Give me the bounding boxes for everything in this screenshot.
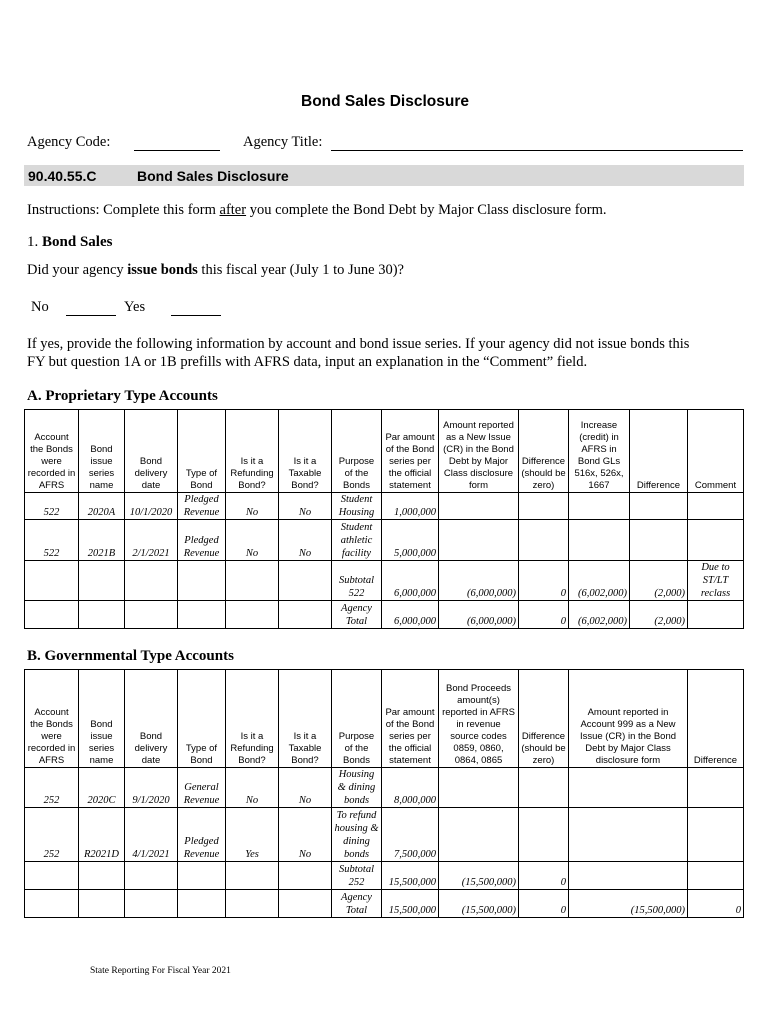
explanation bbox=[27, 335, 689, 371]
table-cell[interactable] bbox=[25, 862, 79, 890]
agency-title-label: Agency Title: bbox=[243, 134, 323, 150]
table-cell[interactable]: 0 bbox=[519, 601, 569, 629]
table-row bbox=[25, 862, 744, 890]
column-header: Comment bbox=[688, 410, 744, 493]
table-cell[interactable] bbox=[569, 808, 688, 862]
table-cell[interactable] bbox=[178, 601, 226, 629]
table-cell[interactable]: Subtotal 252 bbox=[332, 862, 382, 890]
table-cell[interactable]: 522 bbox=[25, 493, 79, 520]
table-cell[interactable] bbox=[688, 493, 744, 520]
yes-answer-field[interactable] bbox=[171, 301, 221, 316]
table-cell[interactable]: To refund housing & dining bonds bbox=[332, 808, 382, 862]
table-cell[interactable]: 2020C bbox=[79, 768, 125, 808]
table-cell[interactable] bbox=[519, 768, 569, 808]
table-cell[interactable]: 9/1/2020 bbox=[125, 768, 178, 808]
table-header-row bbox=[25, 410, 744, 493]
table-cell[interactable]: No bbox=[226, 768, 279, 808]
yes-label: Yes bbox=[123, 299, 146, 315]
column-header: Bond issue series name bbox=[79, 670, 125, 768]
table-cell[interactable] bbox=[279, 890, 332, 918]
table-cell[interactable] bbox=[226, 561, 279, 601]
table-cell[interactable]: 522 bbox=[25, 520, 79, 561]
table-cell[interactable] bbox=[25, 890, 79, 918]
agency-title-field[interactable] bbox=[331, 134, 743, 151]
page-title: Bond Sales Disclosure bbox=[301, 93, 469, 110]
instructions-text-2: you complete the Bond Debt by Major Class disclosure form. bbox=[246, 202, 607, 218]
column-header: Is it a Refunding Bond? bbox=[226, 410, 279, 493]
table-cell[interactable] bbox=[125, 561, 178, 601]
table-cell[interactable] bbox=[688, 520, 744, 561]
column-header: Is it a Refunding Bond? bbox=[226, 670, 279, 768]
question-heading bbox=[27, 234, 112, 251]
table-cell[interactable] bbox=[519, 808, 569, 862]
table-cell[interactable]: Pledged Revenue bbox=[178, 520, 226, 561]
table-cell[interactable]: 4/1/2021 bbox=[125, 808, 178, 862]
section-number: 90.40.55.C bbox=[28, 168, 97, 184]
table-cell[interactable]: Housing & dining bonds bbox=[332, 768, 382, 808]
table-cell[interactable]: (6,002,000) bbox=[569, 601, 630, 629]
table-cell[interactable] bbox=[226, 601, 279, 629]
table-cell[interactable]: Agency Total bbox=[332, 601, 382, 629]
yes-no-row bbox=[31, 299, 221, 316]
page-footer: State Reporting For Fiscal Year 2021 bbox=[90, 966, 231, 976]
table-cell[interactable] bbox=[226, 890, 279, 918]
table-cell[interactable]: 2020A bbox=[79, 493, 125, 520]
column-header: Amount reported in Account 999 as a New Issue (CR) in the Bond Debt by Major Class disclosure form bbox=[569, 670, 688, 768]
table-cell[interactable] bbox=[25, 561, 79, 601]
table-cell[interactable] bbox=[279, 601, 332, 629]
table-cell[interactable]: 2021B bbox=[79, 520, 125, 561]
table-cell[interactable]: (6,002,000) bbox=[569, 561, 630, 601]
table-cell[interactable]: No bbox=[279, 520, 332, 561]
table-cell[interactable] bbox=[630, 493, 688, 520]
table-cell[interactable] bbox=[688, 808, 744, 862]
table-cell[interactable] bbox=[519, 520, 569, 561]
no-label: No bbox=[31, 299, 49, 315]
column-header: Amount reported as a New Issue (CR) in the Bond Debt by Major Class disclosure form bbox=[439, 410, 519, 493]
table-cell[interactable]: No bbox=[279, 808, 332, 862]
agency-code-field[interactable] bbox=[134, 134, 220, 151]
column-header: Is it a Taxable Bond? bbox=[279, 410, 332, 493]
table-cell[interactable]: (6,000,000) bbox=[439, 601, 519, 629]
table-cell[interactable] bbox=[125, 890, 178, 918]
column-header: Type of Bond bbox=[178, 670, 226, 768]
table-cell[interactable] bbox=[439, 493, 519, 520]
table-cell[interactable]: 1,000,000 bbox=[382, 493, 439, 520]
table-cell[interactable]: 0 bbox=[519, 862, 569, 890]
instructions-text-1: Instructions: Complete this form bbox=[27, 202, 220, 218]
table-cell[interactable] bbox=[688, 768, 744, 808]
table-cell[interactable]: 15,500,000 bbox=[382, 862, 439, 890]
column-header: Difference (should be zero) bbox=[519, 670, 569, 768]
column-header: Bond Proceeds amount(s) reported in AFRS in revenue source codes 0859, 0860, 0864, 0865 bbox=[439, 670, 519, 768]
table-cell[interactable] bbox=[569, 520, 630, 561]
table-cell[interactable] bbox=[569, 768, 688, 808]
governmental-accounts-table bbox=[24, 669, 744, 918]
table-cell[interactable] bbox=[125, 601, 178, 629]
column-header: Increase (credit) in AFRS in Bond GLs 516x, 526x, 1667 bbox=[569, 410, 630, 493]
table-cell[interactable]: 6,000,000 bbox=[382, 601, 439, 629]
table-cell[interactable]: Student athletic facility bbox=[332, 520, 382, 561]
table-cell[interactable] bbox=[79, 561, 125, 601]
column-header: Bond delivery date bbox=[125, 670, 178, 768]
table-cell[interactable] bbox=[178, 890, 226, 918]
table-cell[interactable]: 2/1/2021 bbox=[125, 520, 178, 561]
column-header: Par amount of the Bond series per the official statement bbox=[382, 670, 439, 768]
section-name: Bond Sales Disclosure bbox=[137, 168, 289, 184]
column-header: Bond issue series name bbox=[79, 410, 125, 493]
table-cell[interactable]: No bbox=[279, 768, 332, 808]
question-pre: Did your agency bbox=[27, 262, 128, 278]
table-cell[interactable]: (2,000) bbox=[630, 561, 688, 601]
table-cell[interactable]: 0 bbox=[519, 890, 569, 918]
table-cell[interactable]: Pledged Revenue bbox=[178, 493, 226, 520]
column-header: Type of Bond bbox=[178, 410, 226, 493]
table-b-heading: B. Governmental Type Accounts bbox=[27, 648, 234, 664]
table-cell[interactable]: R2021D bbox=[79, 808, 125, 862]
column-header: Difference bbox=[630, 410, 688, 493]
table-cell[interactable]: No bbox=[226, 520, 279, 561]
table-cell[interactable]: No bbox=[279, 493, 332, 520]
table-cell[interactable]: Subtotal 522 bbox=[332, 561, 382, 601]
table-row bbox=[25, 890, 744, 918]
table-row bbox=[25, 493, 744, 520]
table-row bbox=[25, 768, 744, 808]
question-post: this fiscal year (July 1 to June 30)? bbox=[197, 262, 404, 278]
table-cell[interactable]: 8,000,000 bbox=[382, 768, 439, 808]
table-cell[interactable]: 6,000,000 bbox=[382, 561, 439, 601]
table-cell[interactable] bbox=[226, 862, 279, 890]
table-row bbox=[25, 601, 744, 629]
table-cell[interactable]: (15,500,000) bbox=[439, 890, 519, 918]
table-cell[interactable]: Due to ST/LT reclass bbox=[688, 561, 744, 601]
table-row bbox=[25, 561, 744, 601]
column-header: Difference bbox=[688, 670, 744, 768]
proprietary-accounts-table bbox=[24, 409, 744, 629]
table-cell[interactable]: 0 bbox=[688, 890, 744, 918]
table-cell[interactable]: Pledged Revenue bbox=[178, 808, 226, 862]
table-cell[interactable]: General Revenue bbox=[178, 768, 226, 808]
table-cell[interactable]: (6,000,000) bbox=[439, 561, 519, 601]
table-cell[interactable]: 10/1/2020 bbox=[125, 493, 178, 520]
table-cell[interactable]: (2,000) bbox=[630, 601, 688, 629]
table-cell[interactable] bbox=[439, 768, 519, 808]
table-cell[interactable] bbox=[79, 862, 125, 890]
table-cell[interactable]: (15,500,000) bbox=[439, 862, 519, 890]
table-cell[interactable] bbox=[439, 520, 519, 561]
table-cell[interactable]: Student Housing bbox=[332, 493, 382, 520]
section-bar bbox=[24, 165, 744, 186]
table-cell[interactable]: Yes bbox=[226, 808, 279, 862]
table-cell[interactable]: 0 bbox=[519, 561, 569, 601]
table-cell[interactable] bbox=[519, 493, 569, 520]
column-header: Purpose of the Bonds bbox=[332, 670, 382, 768]
explanation-line-1: If yes, provide the following information by account and bond issue series. If your agency did not issue bonds this bbox=[27, 336, 690, 352]
table-cell[interactable] bbox=[79, 601, 125, 629]
table-cell[interactable]: 15,500,000 bbox=[382, 890, 439, 918]
table-cell[interactable] bbox=[688, 601, 744, 629]
question-text bbox=[27, 262, 404, 279]
table-cell[interactable]: 252 bbox=[25, 768, 79, 808]
instructions bbox=[27, 202, 607, 219]
table-cell[interactable]: 7,500,000 bbox=[382, 808, 439, 862]
table-cell[interactable] bbox=[79, 890, 125, 918]
table-header-row bbox=[25, 670, 744, 768]
table-cell[interactable] bbox=[125, 862, 178, 890]
table-cell[interactable]: No bbox=[226, 493, 279, 520]
column-header: Account the Bonds were recorded in AFRS bbox=[25, 410, 79, 493]
table-a-heading: A. Proprietary Type Accounts bbox=[27, 388, 218, 404]
explanation-line-2: FY but question 1A or 1B prefills with AFRS data, input an explanation in the “Comment” field. bbox=[27, 354, 588, 370]
column-header: Difference (should be zero) bbox=[519, 410, 569, 493]
table-row bbox=[25, 520, 744, 561]
question-heading-text: Bond Sales bbox=[42, 234, 113, 250]
question-bold: issue bonds bbox=[127, 262, 198, 278]
table-cell[interactable] bbox=[178, 561, 226, 601]
column-header: Par amount of the Bond series per the official statement bbox=[382, 410, 439, 493]
column-header: Bond delivery date bbox=[125, 410, 178, 493]
table-cell[interactable]: 5,000,000 bbox=[382, 520, 439, 561]
table-cell[interactable]: (15,500,000) bbox=[569, 890, 688, 918]
no-answer-field[interactable] bbox=[66, 301, 116, 316]
table-cell[interactable] bbox=[630, 520, 688, 561]
table-row bbox=[25, 808, 744, 862]
table-cell[interactable] bbox=[178, 862, 226, 890]
table-cell[interactable] bbox=[279, 561, 332, 601]
table-cell[interactable]: Agency Total bbox=[332, 890, 382, 918]
table-cell[interactable]: 252 bbox=[25, 808, 79, 862]
table-cell[interactable] bbox=[569, 862, 688, 890]
table-cell[interactable] bbox=[25, 601, 79, 629]
question-number: 1. bbox=[27, 234, 39, 250]
table-cell[interactable] bbox=[279, 862, 332, 890]
column-header: Is it a Taxable Bond? bbox=[279, 670, 332, 768]
column-header: Account the Bonds were recorded in AFRS bbox=[25, 670, 79, 768]
column-header: Purpose of the Bonds bbox=[332, 410, 382, 493]
agency-header bbox=[27, 134, 747, 154]
agency-code-label: Agency Code: bbox=[27, 134, 111, 150]
instructions-emphasis: after bbox=[219, 202, 247, 218]
table-cell[interactable] bbox=[439, 808, 519, 862]
table-cell[interactable] bbox=[569, 493, 630, 520]
table-cell[interactable] bbox=[688, 862, 744, 890]
